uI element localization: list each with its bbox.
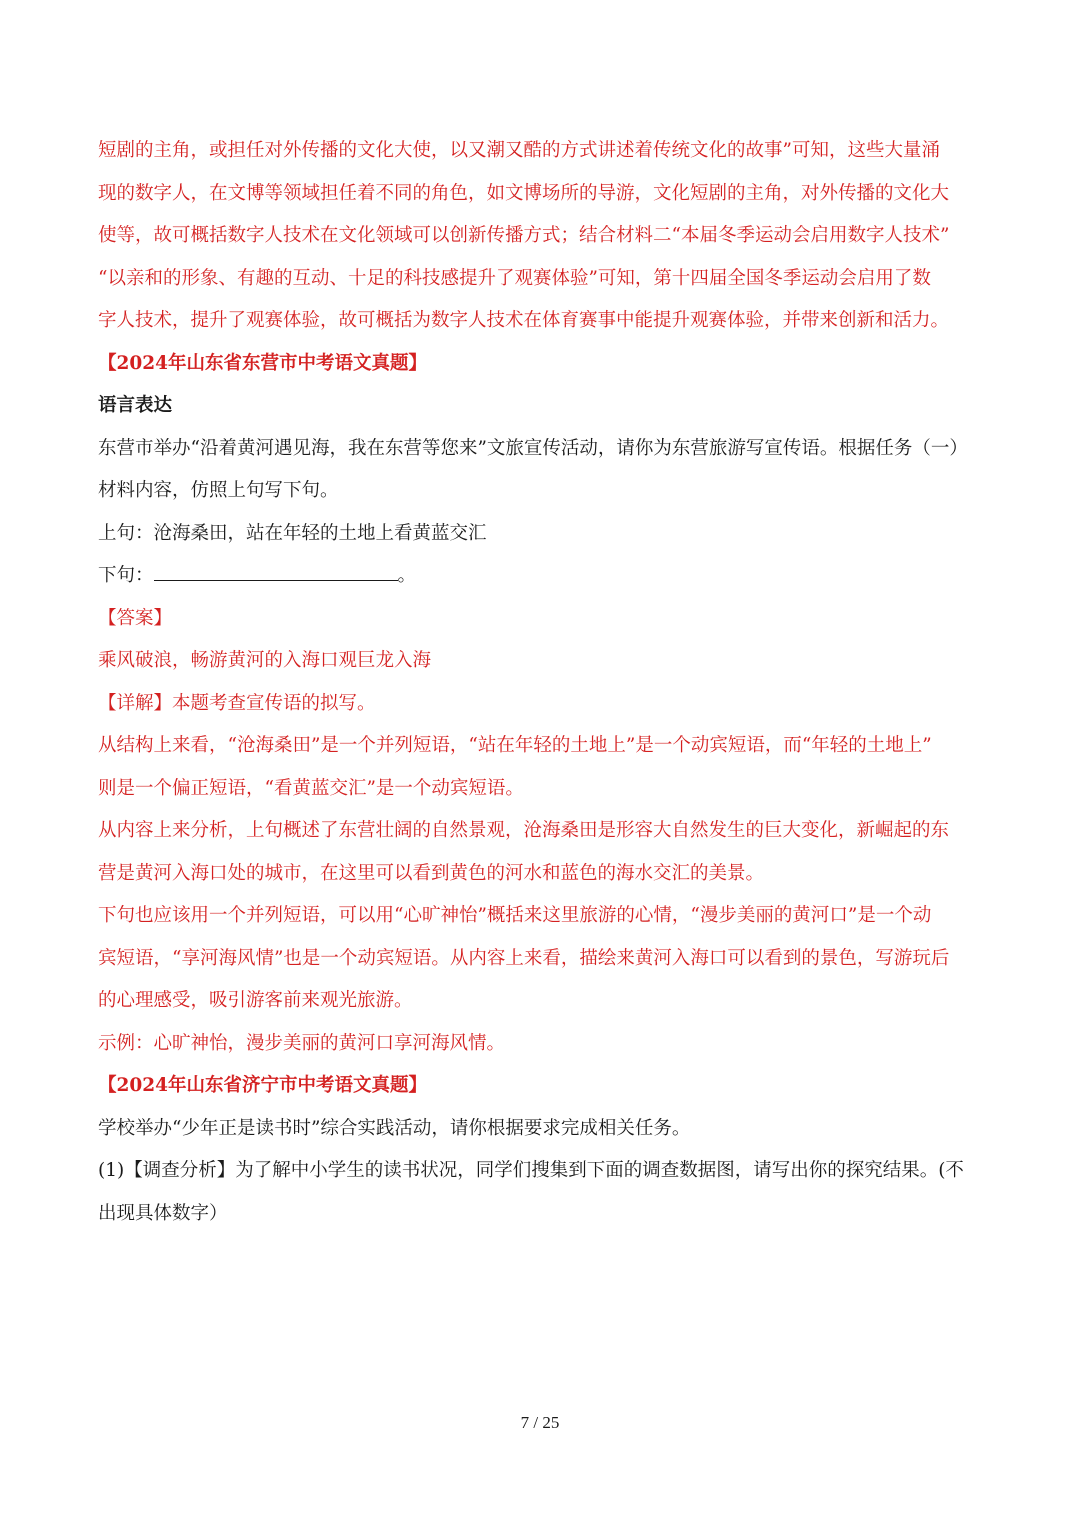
question-dongying (98, 343, 998, 1066)
question-jining (98, 1065, 998, 1235)
detail-line: 下句也应该用一个并列短语，可以用“心旷神怡”概括来这里旅游的心情，“漫步美丽的黄河口”是一个动 (98, 905, 932, 926)
answer-text-line: 字人技术，提升了观赛体验，故可概括为数字人技术在体育赛事中能提升观赛体验，并带来创新和活力。 (98, 310, 950, 331)
previous-answer-continuation (98, 130, 998, 343)
lower-sentence-row (98, 555, 998, 598)
answer-blank-line (154, 560, 398, 581)
detail-line: 则是一个偏正短语，“看黄蓝交汇”是一个动宾短语。 (98, 777, 524, 799)
example-line: 示例：心旷神怡，漫步美丽的黄河口享河海风情。 (98, 1032, 506, 1054)
section-title: 语言表达 (98, 395, 173, 416)
question-intro: 学校举办“少年正是读书时”综合实践活动，请你根据要求完成相关任务。 (98, 1117, 691, 1139)
upper-sentence: 上句：沧海桑田，站在年轻的土地上看黄蓝交汇 (98, 522, 487, 544)
detail-line: 的心理感受，吸引游客前来观光旅游。 (98, 990, 413, 1011)
answer-label: 【答案】 (98, 607, 173, 629)
answer-text-line: 使等，故可概括数字人技术在文化领域可以创新传播方式；结合材料二“本届冬季运动会启用数字人技术” (98, 225, 950, 246)
detail-line: 从内容上来分析，上句概述了东营壮阔的自然景观，沧海桑田是形容大自然发生的巨大变化，新崛起的东 (98, 820, 950, 841)
answer-text: 乘风破浪，畅游黄河的入海口观巨龙入海 (98, 650, 432, 671)
question-source-heading: 【2024年山东省东营市中考语文真题】 (98, 352, 427, 374)
question-source-heading: 【2024年山东省济宁市中考语文真题】 (98, 1075, 427, 1096)
detail-intro: 本题考查宣传语的拟写。 (172, 692, 376, 714)
lower-sentence-end: 。 (397, 565, 417, 586)
page-content (98, 130, 998, 1235)
prompt-line: 东营市举办“沿着黄河遇见海，我在东营等您来”文旅宣传活动，请你为东营旅游写宣传语。根据任务（一） (98, 437, 968, 459)
answer-text-line: “以亲和的形象、有趣的互动、十足的科技感提升了观赛体验”可知，第十四届全国冬季运动会启用了数 (98, 267, 931, 289)
detail-row (98, 683, 998, 726)
page-number: 7 / 25 (520, 1413, 560, 1432)
task-line: 出现具体数字） (98, 1202, 228, 1224)
answer-text-line: 短剧的主角，或担任对外传播的文化大使，以又潮又酷的方式讲述着传统文化的故事”可知，这些大量涌 (98, 140, 940, 161)
detail-label: 【详解】 (98, 692, 173, 714)
task-line: (1)【调查分析】为了解中小学生的读书状况，同学们搜集到下面的调查数据图，请写出你的探究结果。(不 (98, 1160, 964, 1181)
detail-line: 宾短语，“享河海风情”也是一个动宾短语。从内容上来看，描绘来黄河入海口可以看到的景色，写游玩后 (98, 947, 950, 969)
detail-line: 营是黄河入海口处的城市，在这里可以看到黄色的河水和蓝色的海水交汇的美景。 (98, 862, 765, 884)
answer-text-line: 现的数字人，在文博等领域担任着不同的角色，如文博场所的导游，文化短剧的主角，对外传播的文化大 (98, 182, 950, 204)
lower-sentence-label: 下句： (98, 565, 154, 586)
prompt-line: 材料内容，仿照上句写下句。 (98, 480, 339, 501)
detail-line: 从结构上来看，“沧海桑田”是一个并列短语，“站在年轻的土地上”是一个动宾短语，而“年轻的土地上” (98, 735, 932, 756)
